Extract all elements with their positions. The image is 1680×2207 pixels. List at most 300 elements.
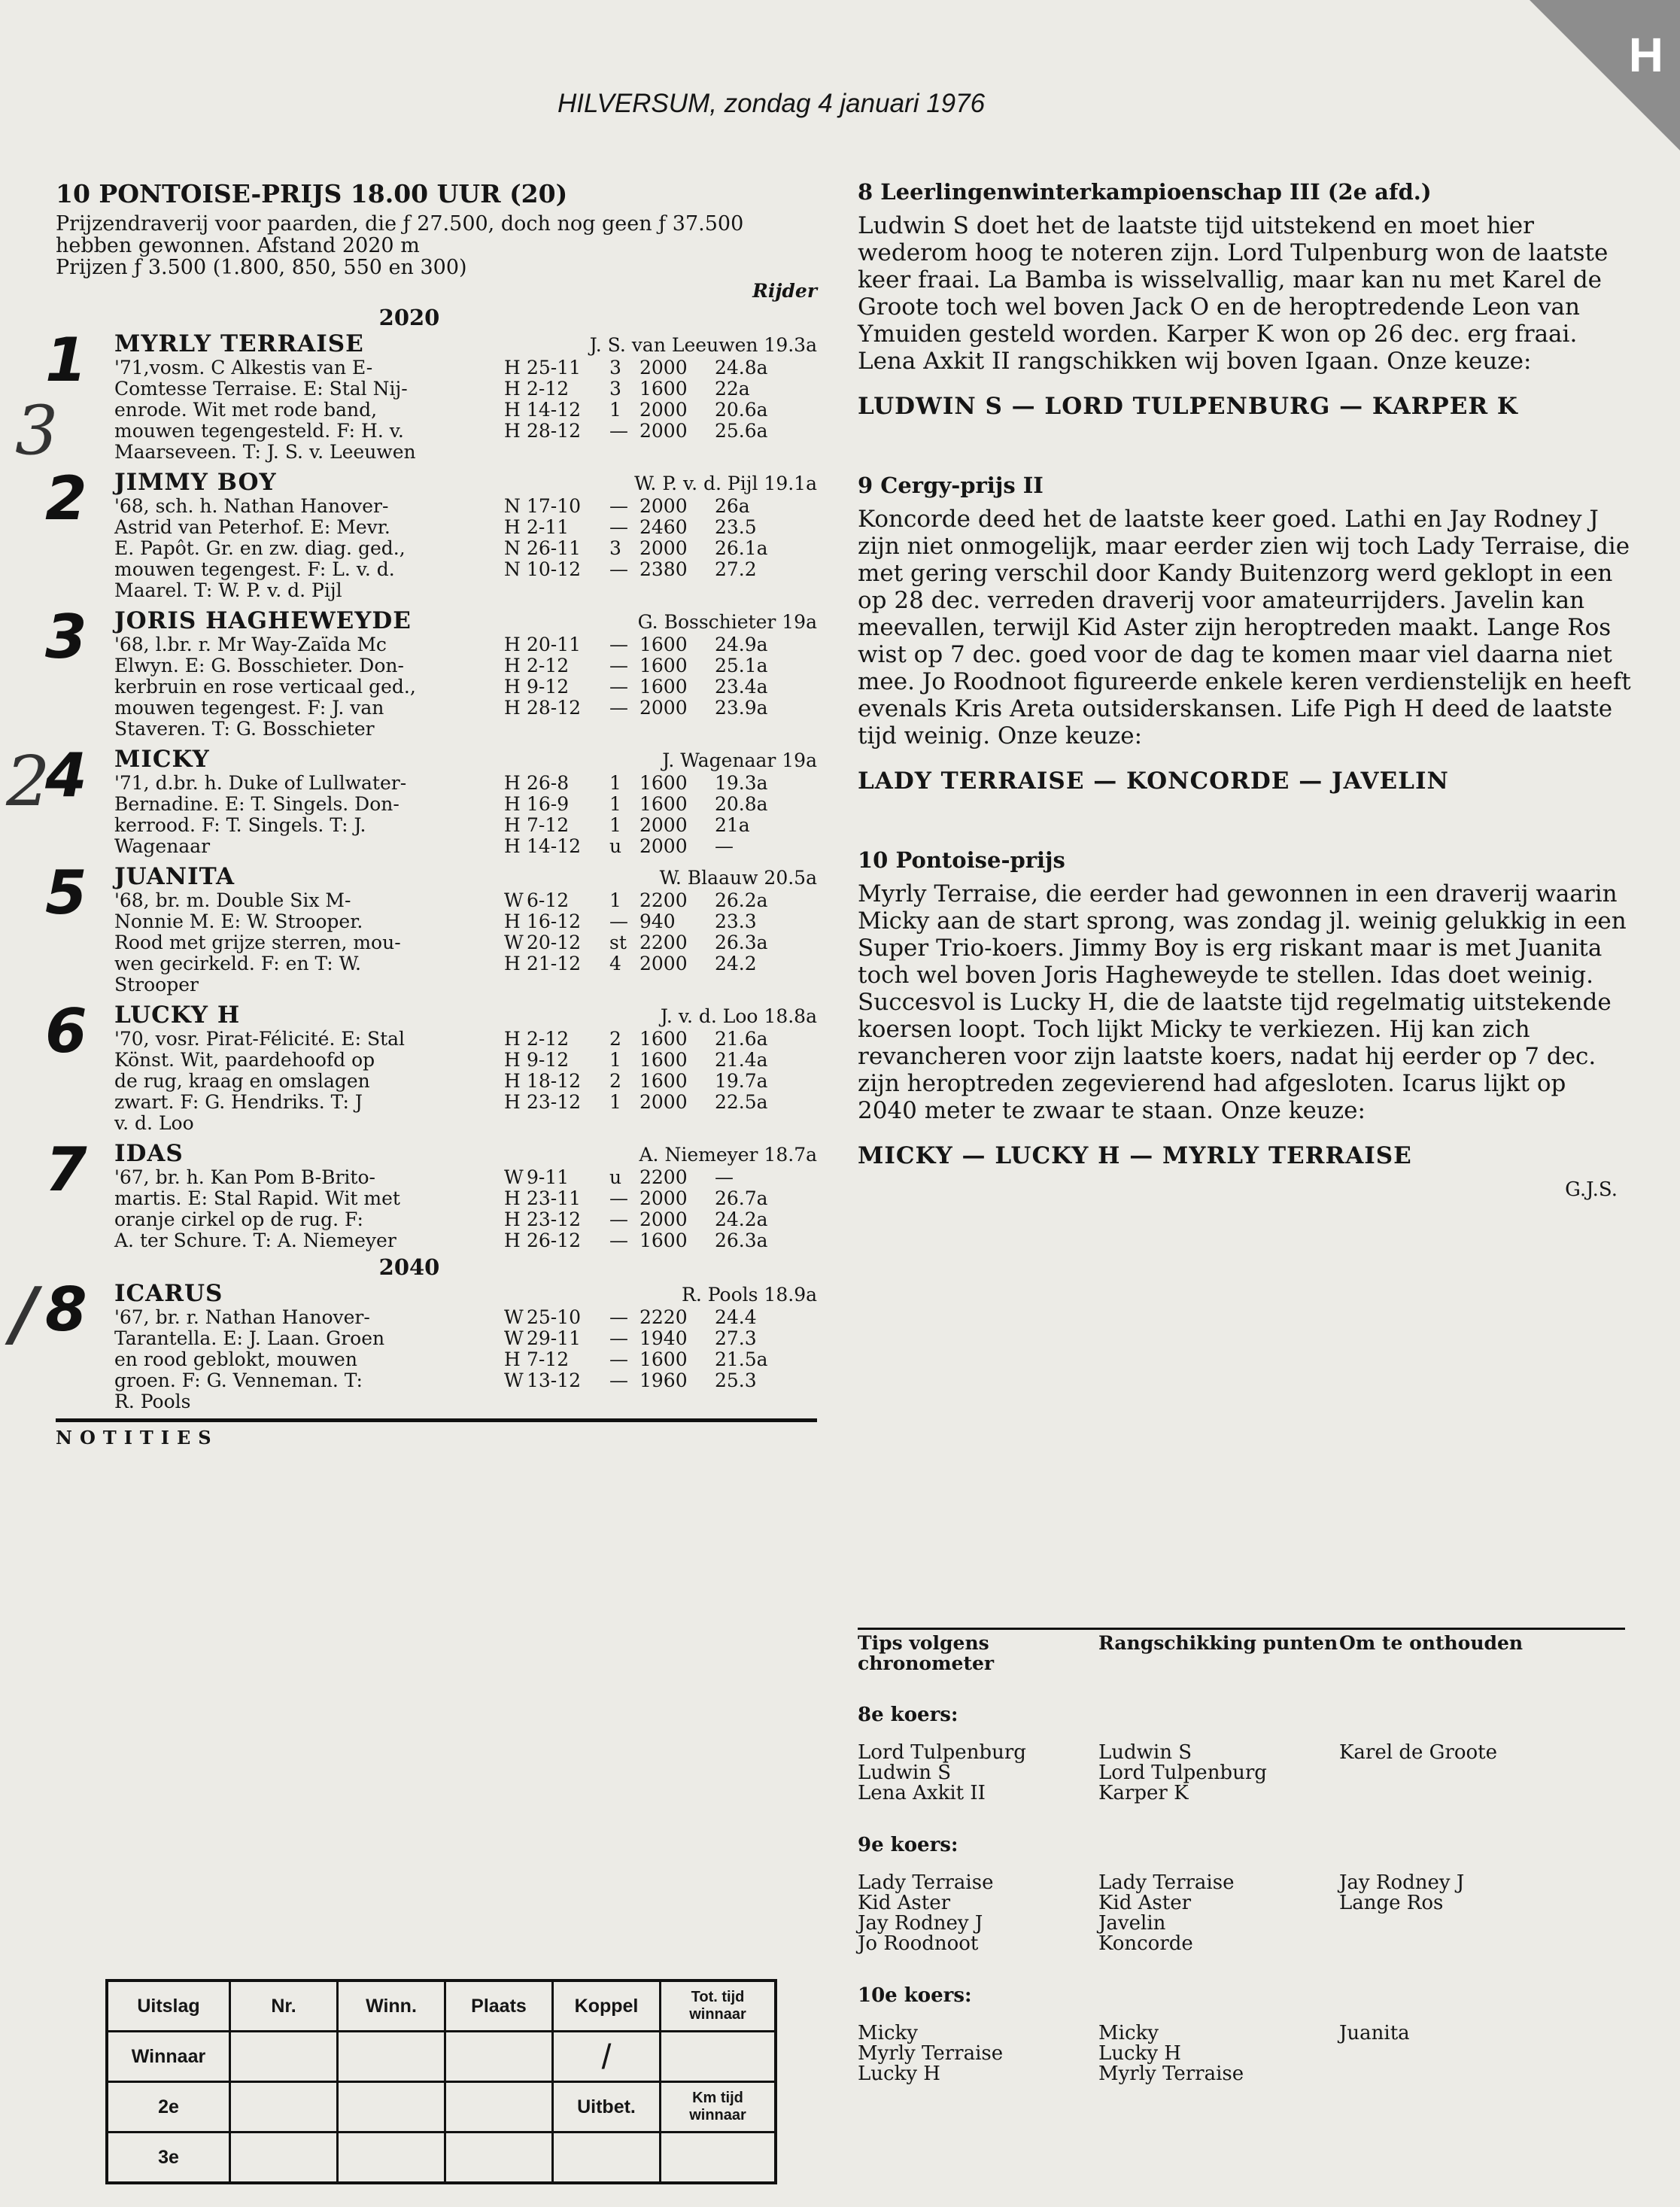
tip-name: Kid Aster [1098, 1892, 1192, 1914]
horse-header [114, 863, 817, 890]
form-cell: 24.2a [715, 1208, 768, 1230]
tip-name: Micky [1098, 2022, 1159, 2044]
form-table [504, 890, 790, 996]
form-cell: 4 [609, 953, 621, 974]
form-cell: 24.8a [715, 357, 768, 378]
form-cell: 1600 [639, 793, 688, 815]
horse-details [114, 469, 817, 601]
form-cell: 16-9 [527, 793, 570, 815]
form-table [504, 1167, 790, 1251]
form-cell: H [504, 1208, 521, 1230]
form-cell: 2000 [639, 697, 688, 719]
form-cell: 26.1a [715, 537, 768, 559]
description-line: '71,vosm. C Alkestis van E- [114, 357, 373, 378]
form-cell: — [609, 697, 628, 719]
form-cell: 7-12 [527, 814, 570, 836]
description-line: Rood met grijze sterren, mou- [114, 932, 401, 953]
form-cell: W [504, 1166, 524, 1188]
form-table [504, 1029, 790, 1134]
form-cell: 26-8 [527, 772, 570, 794]
form-cell: 21a [715, 814, 750, 836]
form-cell: 2000 [639, 835, 688, 857]
form-cell: 23.5 [715, 516, 757, 538]
form-cell: 3 [609, 378, 621, 400]
description-line: enrode. Wit met rode band, [114, 399, 378, 421]
form-cell: 2000 [639, 399, 688, 421]
handwritten-note: 2 [6, 741, 50, 822]
form-row [504, 836, 790, 857]
horse-rider: J. Wagenaar 19a [662, 749, 817, 771]
form-cell: 9-12 [527, 676, 570, 698]
tips-header: Om te onthouden [1339, 1632, 1524, 1654]
horse-description [114, 496, 498, 601]
form-cell: 2000 [639, 1187, 688, 1209]
section-text: Koncorde deed het de laatste keer goed. Lathi en Jay Rodney J zijn niet onmogelijk, maar eerder zien wij toch Lady Terraise, die met gering verschil door Kandy Buitenzorg werd geklopt in een op 28 dec. verreden draverij voor amateurrijders. Javelin kan meevallen, terwijl Kid Aster zijn heroptreden maakt. Lange Ros wist op 7 dec. goed voor de dag te komen maar viel daarna niet mee. Jo Roodnoot figureerde enkele keren verdienstelijk en heeft evenals Kris Areta outsiderskansen. Life Pigh H deed de laatste tijd weinig. Onze keuze: [858, 506, 1631, 749]
form-cell: 23-11 [527, 1187, 582, 1209]
notes-label: NOTITIES [56, 1427, 219, 1449]
form-cell: 21-12 [527, 953, 582, 974]
form-cell: 2000 [639, 814, 688, 836]
result-cell [553, 2133, 661, 2184]
commentary-section [858, 847, 1633, 1169]
form-cell: 20-11 [527, 634, 582, 655]
form-cell: 2200 [639, 889, 688, 911]
race-label: 9e koers: [858, 1834, 958, 1856]
race-intro [56, 213, 817, 278]
horse-name: JUANITA [114, 863, 235, 890]
horse-description [114, 634, 498, 740]
form-cell: — [609, 1230, 628, 1251]
form-cell: 1 [609, 793, 621, 815]
description-line: martis. E: Stal Rapid. Wit met [114, 1187, 400, 1209]
form-cell: 940 [639, 910, 676, 932]
form-cell: 10-12 [527, 558, 582, 580]
form-row [504, 1029, 790, 1050]
form-cell: 1600 [639, 1230, 688, 1251]
form-cell: 24.4 [715, 1306, 757, 1328]
horse-name: ICARUS [114, 1280, 223, 1307]
tips-column [1339, 1743, 1580, 1804]
horse-entry [45, 464, 817, 601]
description-line: Bernadine. E: T. Singels. Don- [114, 793, 399, 815]
horse-details [114, 330, 817, 463]
description-line: mouwen tegengest. F: J. van [114, 697, 384, 719]
tips-race [858, 1704, 1625, 1804]
form-cell: — [609, 1369, 628, 1391]
horse-header [114, 1002, 817, 1029]
form-cell: u [609, 1166, 622, 1188]
tip-name: Koncorde [1098, 1932, 1193, 1955]
tips-header: Tips volgens chronometer [858, 1632, 995, 1674]
form-cell: 1600 [639, 1028, 688, 1050]
horse-header [114, 469, 817, 496]
description-line: groen. F: G. Venneman. T: [114, 1369, 363, 1391]
form-row [504, 794, 790, 815]
form-cell: 23-12 [527, 1091, 582, 1113]
result-cell [338, 2133, 445, 2184]
form-row [504, 1050, 790, 1071]
horse-info [114, 1029, 817, 1134]
start-number: 7 [45, 1135, 87, 1205]
result-cell [230, 2032, 338, 2082]
description-line: zwart. F: G. Hendriks. T: J [114, 1091, 363, 1113]
start-number: 8 [45, 1275, 87, 1345]
form-cell: 21.6a [715, 1028, 768, 1050]
form-cell: H [504, 655, 521, 676]
horse-entry [45, 602, 817, 740]
horse-header [114, 1140, 817, 1167]
tip-name: Juanita [1339, 2022, 1410, 2044]
tips-grid [858, 1873, 1625, 1954]
section-pick: LADY TERRAISE — KONCORDE — JAVELIN [858, 768, 1449, 795]
form-row [504, 890, 790, 911]
form-row [504, 815, 790, 836]
result-cell: / [553, 2032, 661, 2082]
form-cell: 24.9a [715, 634, 768, 655]
form-row [504, 421, 790, 442]
description-line: Maarel. T: W. P. v. d. Pijl [114, 579, 342, 601]
form-cell: 19.3a [715, 772, 768, 794]
form-cell: H [504, 1187, 521, 1209]
horse-header [114, 607, 817, 634]
result-table [105, 1979, 777, 2184]
description-line: Staveren. T: G. Bosschieter [114, 718, 375, 740]
horse-name: JIMMY BOY [114, 469, 277, 496]
result-cell: Winnaar [107, 2032, 230, 2082]
description-line: A. ter Schure. T: A. Niemeyer [114, 1230, 396, 1251]
horse-details [114, 863, 817, 996]
rider-column-label: Rijder [752, 280, 817, 302]
description-line: mouwen tegengesteld. F: H. v. [114, 420, 404, 442]
result-row [107, 2082, 776, 2133]
description-line: '68, sch. h. Nathan Hanover- [114, 495, 389, 517]
section-pick: MICKY — LUCKY H — MYRLY TERRAISE [858, 1142, 1412, 1169]
form-cell: st [609, 932, 627, 953]
form-cell: 1600 [639, 1348, 688, 1370]
tip-name: Myrly Terraise [858, 2042, 1004, 2065]
form-cell: 1 [609, 399, 621, 421]
form-cell: 23-12 [527, 1208, 582, 1230]
description-line: '68, br. m. Double Six M- [114, 889, 351, 911]
form-cell: 28-12 [527, 697, 582, 719]
horse-info [114, 357, 817, 463]
form-cell: H [504, 378, 521, 400]
form-cell: 22a [715, 378, 750, 400]
form-cell: 27.3 [715, 1327, 757, 1349]
form-row [504, 1209, 790, 1230]
section-pick: LUDWIN S — LORD TULPENBURG — KARPER K [858, 393, 1518, 420]
form-cell: 2200 [639, 932, 688, 953]
horse-header [114, 746, 817, 773]
tips-race [858, 1984, 1625, 2084]
tip-name: Jo Roodnoot [858, 1932, 979, 1955]
description-line: de rug, kraag en omslagen [114, 1070, 370, 1092]
form-cell: 14-12 [527, 835, 582, 857]
form-cell: H [504, 516, 521, 538]
race-intro-line: Prijzendraverij voor paarden, die ƒ 27.500, doch nog geen ƒ 37.500 [56, 212, 744, 236]
form-cell: 7-12 [527, 1348, 570, 1370]
tip-name: Lena Axkit II [858, 1782, 986, 1804]
form-cell: 1 [609, 889, 621, 911]
form-cell: 14-12 [527, 399, 582, 421]
horse-entry [45, 858, 817, 996]
form-table [504, 1307, 790, 1412]
result-header: Koppel [553, 1981, 661, 2032]
horse-group [45, 1254, 817, 1412]
commentary-section [858, 473, 1633, 795]
start-number: 1 [45, 325, 87, 395]
description-line: v. d. Loo [114, 1112, 194, 1134]
form-cell: H [504, 676, 521, 698]
form-cell: H [504, 793, 521, 815]
form-row [504, 698, 790, 719]
section-title: 10 Pontoise-prijs [858, 847, 1065, 873]
form-cell: 26.3a [715, 932, 768, 953]
form-row [504, 357, 790, 378]
form-cell: 1 [609, 772, 621, 794]
horse-name: MYRLY TERRAISE [114, 330, 364, 357]
result-cell [445, 2082, 553, 2133]
horse-info [114, 634, 817, 740]
form-cell: — [609, 1187, 628, 1209]
form-cell: W [504, 1327, 524, 1349]
description-line: Astrid van Peterhof. E: Mevr. [114, 516, 390, 538]
form-cell: 19.7a [715, 1070, 768, 1092]
tips-header: Rangschikking punten [1098, 1632, 1338, 1654]
form-cell: N [504, 558, 521, 580]
form-cell: 1600 [639, 676, 688, 698]
form-cell: 2000 [639, 1208, 688, 1230]
tip-name: Kid Aster [858, 1892, 951, 1914]
tips-header-row [858, 1633, 1625, 1673]
form-cell: N [504, 495, 521, 517]
form-row [504, 1328, 790, 1349]
horse-entry [45, 325, 817, 463]
horse-description [114, 1029, 498, 1134]
section-title: 8 Leerlingenwinterkampioenschap III (2e afd.) [858, 179, 1432, 205]
form-cell: 1600 [639, 772, 688, 794]
start-number: 2 [45, 464, 87, 534]
tip-name: Ludwin S [1098, 1741, 1192, 1764]
form-cell: H [504, 953, 521, 974]
form-cell: H [504, 1049, 521, 1071]
tips-block [858, 1628, 1625, 2084]
horse-info [114, 1167, 817, 1251]
result-header: Nr. [230, 1981, 338, 2032]
form-cell: 22.5a [715, 1091, 768, 1113]
form-cell: 9-12 [527, 1049, 570, 1071]
result-cell [338, 2032, 445, 2082]
form-cell: 2000 [639, 953, 688, 974]
form-cell: H [504, 910, 521, 932]
result-cell [230, 2082, 338, 2133]
form-row [504, 1167, 790, 1188]
form-cell: H [504, 1028, 521, 1050]
form-cell: 2-12 [527, 655, 570, 676]
result-cell [661, 2133, 776, 2184]
description-line: E. Papôt. Gr. en zw. diag. ged., [114, 537, 406, 559]
description-line: R. Pools [114, 1391, 191, 1412]
form-cell: 1960 [639, 1369, 688, 1391]
start-number: 3 [45, 602, 87, 672]
form-row [504, 496, 790, 517]
form-table [504, 496, 790, 601]
form-cell: — [609, 634, 628, 655]
form-cell: — [609, 1348, 628, 1370]
description-line: '67, br. h. Kan Pom B-Brito- [114, 1166, 375, 1188]
tip-name: Lange Ros [1339, 1892, 1444, 1914]
corner-letter: H [1628, 28, 1663, 82]
form-cell: 18-12 [527, 1070, 582, 1092]
race-label: 10e koers: [858, 1984, 972, 2007]
description-line: '71, d.br. h. Duke of Lullwater- [114, 772, 407, 794]
form-cell: 1600 [639, 378, 688, 400]
form-cell: H [504, 697, 521, 719]
form-cell: — [609, 420, 628, 442]
form-cell: H [504, 1348, 521, 1370]
horse-info [114, 1307, 817, 1412]
form-table [504, 634, 790, 740]
section-text: Ludwin S doet het de laatste tijd uitstekend en moet hier wederom hoog te noteren zijn. Lord Tulpenburg won de laatste keer fraai. La Bamba is wisselvallig, maar kan nu met Karel de Groote toch wel boven Jack O en de heroptredende Leon van Ymuiden gesteld worden. Karper K won op 26 dec. erg fraai. Lena Axkit II rangschikken wij boven Igaan. Onze keuze: [858, 212, 1609, 375]
description-line: Strooper [114, 974, 199, 996]
form-row [504, 1092, 790, 1113]
form-cell: 23.4a [715, 676, 768, 698]
description-line: wen gecirkeld. F: en T: W. [114, 953, 361, 974]
form-cell: 2000 [639, 420, 688, 442]
horse-entry [45, 996, 817, 1134]
form-cell: 1 [609, 814, 621, 836]
form-cell: 28-12 [527, 420, 582, 442]
horse-description [114, 773, 498, 857]
form-cell: 23.9a [715, 697, 768, 719]
tips-races [858, 1704, 1625, 2084]
description-line: oranje cirkel op de rug. F: [114, 1208, 363, 1230]
tips-column [1098, 2023, 1339, 2084]
horse-header [114, 330, 817, 357]
description-line: kerrood. F: T. Singels. T: J. [114, 814, 366, 836]
horse-name: LUCKY H [114, 1002, 241, 1029]
result-cell [338, 2082, 445, 2133]
form-cell: — [715, 835, 734, 857]
tip-name: Lady Terraise [1098, 1871, 1235, 1894]
description-line: Wagenaar [114, 835, 211, 857]
result-cell: 3e [107, 2133, 230, 2184]
form-cell: 6-12 [527, 889, 570, 911]
form-cell: W [504, 1369, 524, 1391]
description-line: mouwen tegengest. F: L. v. d. [114, 558, 395, 580]
tips-grid [858, 2023, 1625, 2084]
form-cell: 25-11 [527, 357, 582, 378]
result-cell: Km tijd winnaar [661, 2082, 776, 2133]
description-line: Könst. Wit, paardehoofd op [114, 1049, 375, 1071]
tip-name: Lord Tulpenburg [858, 1741, 1026, 1764]
tips-column [858, 1873, 1098, 1954]
form-cell: H [504, 399, 521, 421]
horse-name: MICKY [114, 746, 210, 773]
form-cell: 2000 [639, 357, 688, 378]
form-cell: 2200 [639, 1166, 688, 1188]
form-cell: 13-12 [527, 1369, 582, 1391]
form-cell: 2220 [639, 1306, 688, 1328]
horse-rider: G. Bosschieter 19a [637, 611, 817, 633]
description-line: kerbruin en rose verticaal ged., [114, 676, 416, 698]
form-cell: 1600 [639, 634, 688, 655]
commentary-section [858, 179, 1633, 420]
result-header: Plaats [445, 1981, 553, 2032]
form-row [504, 1230, 790, 1251]
race-intro-line: hebben gewonnen. Afstand 2020 m [56, 234, 420, 257]
tip-name: Lady Terraise [858, 1871, 994, 1894]
horse-rider: W. P. v. d. Pijl 19.1a [634, 473, 817, 494]
form-cell: 27.2 [715, 558, 757, 580]
distance-label: 2040 [378, 1254, 440, 1280]
form-cell: 2380 [639, 558, 688, 580]
section-title: 9 Cergy-prijs II [858, 473, 1044, 498]
form-cell: 1 [609, 1049, 621, 1071]
form-cell: 25.6a [715, 420, 768, 442]
form-cell: 2-11 [527, 516, 570, 538]
form-cell: 20.8a [715, 793, 768, 815]
form-cell: H [504, 1091, 521, 1113]
horse-name: JORIS HAGHEWEYDE [114, 607, 412, 634]
handwritten-note: / [11, 1272, 37, 1355]
form-cell: H [504, 420, 521, 442]
horse-details [114, 1002, 817, 1134]
description-line: Tarantella. E: J. Laan. Groen [114, 1327, 385, 1349]
form-cell: W [504, 932, 524, 953]
tips-column [1098, 1743, 1339, 1804]
start-number: 4 [45, 740, 87, 810]
horse-entry [45, 1275, 817, 1412]
result-row [107, 2032, 776, 2082]
form-cell: 24.2 [715, 953, 757, 974]
form-cell: 17-10 [527, 495, 582, 517]
form-row [504, 400, 790, 421]
description-line: Nonnie M. E: W. Strooper. [114, 910, 363, 932]
form-row [504, 1307, 790, 1328]
result-header: Winn. [338, 1981, 445, 2032]
form-cell: 26.7a [715, 1187, 768, 1209]
tip-name: Micky [858, 2022, 918, 2044]
form-cell: 26-11 [527, 537, 582, 559]
horse-description [114, 357, 498, 463]
tips-column [858, 1743, 1098, 1804]
form-row [504, 538, 790, 559]
form-cell: H [504, 357, 521, 378]
horse-details [114, 607, 817, 740]
form-cell: H [504, 814, 521, 836]
form-cell: 16-12 [527, 910, 582, 932]
form-cell: 2460 [639, 516, 688, 538]
result-cell: Uitbet. [553, 2082, 661, 2133]
form-cell: 9-11 [527, 1166, 570, 1188]
form-cell: 2000 [639, 537, 688, 559]
form-cell: 23.3 [715, 910, 757, 932]
form-cell: — [609, 558, 628, 580]
horse-groups [45, 305, 817, 1412]
tips-race [858, 1834, 1625, 1954]
author-signature: G.J.S. [1565, 1178, 1618, 1201]
form-cell: H [504, 772, 521, 794]
form-cell: 2 [609, 1070, 621, 1092]
horse-rider: J. v. d. Loo 18.8a [660, 1005, 817, 1027]
form-cell: 3 [609, 357, 621, 378]
form-table [504, 773, 790, 857]
result-cell [445, 2133, 553, 2184]
form-cell: 1600 [639, 1070, 688, 1092]
form-row [504, 634, 790, 655]
handwritten-note: 3 [15, 391, 59, 470]
